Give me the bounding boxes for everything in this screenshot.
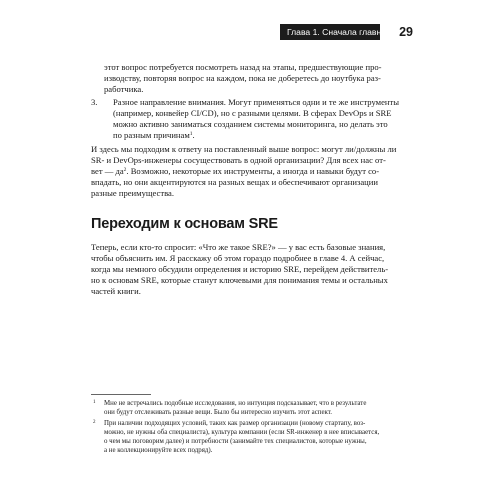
footnote-line: Мне не встречались подобные исследования, но интуиция подсказывает, что в результате: [104, 400, 367, 407]
list-item-end: .: [192, 130, 195, 140]
list-marker: 3.: [91, 97, 98, 107]
footnote-line: они будут отслеживать разные вещи. Было бы интересно изучить этот аспект.: [104, 409, 333, 416]
list-item-line: [113, 130, 195, 140]
page-number: 29: [399, 25, 413, 39]
section-line: когда мы немного обсудили определения и историю SRE, перейдем действитель-: [91, 264, 389, 274]
list-item-line: можно активно заниматься созданием системы мониторинга, но делать это: [113, 119, 388, 129]
continuation-line: работчика.: [104, 84, 144, 94]
section-line: чтобы объяснить им. Я расскажу об этом гораздо подробнее в главе 4. А сейчас,: [91, 253, 385, 263]
continuation-line: этот вопрос потребуется посмотреть назад на этапы, предшествующие про-: [104, 62, 382, 72]
continuation-line: изводству, повторяя вопрос на каждом, пока не доберетесь до ноутбука раз-: [104, 73, 381, 83]
section-line: но к основам SRE, которые станут ключевыми для понимания темы и остальных: [91, 275, 388, 285]
footnote-line: а не коллекционируйте всех подряд).: [104, 447, 213, 454]
paragraph-text: вет — да: [91, 166, 124, 176]
paragraph-line: И здесь мы подходим к ответу на поставленный выше вопрос: могут ли/должны ли: [91, 144, 397, 154]
footnote-line: При наличии подходящих условий, таких как размер организации (новому стартапу, воз-: [104, 420, 366, 427]
footnote-mark: 2: [93, 420, 96, 425]
paragraph-line: впадать, но они акцентируются на разных вещах и обеспечивают организации: [91, 177, 378, 187]
paragraph-line: SR- и DevOps-инженеры сосуществовать в одной организации? Для всех нас от-: [91, 155, 386, 165]
footnote-mark: 1: [93, 400, 96, 405]
footnote-ref: 2: [123, 167, 127, 173]
footnote-line: о чем мы поговорим далее) и потребности (занимайте тех специалистов, которые нужны,: [104, 438, 367, 445]
footnote-ref: 1: [189, 131, 193, 137]
list-item-text: по разным причинам: [113, 130, 190, 140]
paragraph-line: вет — $да^2$. Возможно, некоторые их инструменты, а иногда и навыки будут со-: [91, 166, 380, 176]
footnote-line: можно, не нужны оба специалиста), культура компании (если SR-инженер в нее вписывается,: [104, 429, 380, 436]
paragraph-text: Возможно, некоторые их инструменты, а иногда и навыки будут со-: [130, 166, 380, 176]
section-line: Теперь, если кто-то спросит: «Что же такое SRE?» — у вас есть базовые знания,: [91, 242, 386, 252]
list-item-line: Разное направление внимания. Могут применяться одни и те же инструменты: [113, 97, 400, 107]
paragraph-line: разные преимущества.: [91, 188, 175, 198]
list-item-line: (например, конвейер CI/CD), но с разными целями. В сферах DevOps и SRE: [113, 108, 392, 118]
section-line: частей книги.: [91, 286, 141, 296]
section-heading: Переходим к основам SRE: [91, 216, 278, 232]
footnote-divider: [91, 394, 151, 395]
chapter-title: Глава 1. Сначала главное: [287, 27, 391, 37]
